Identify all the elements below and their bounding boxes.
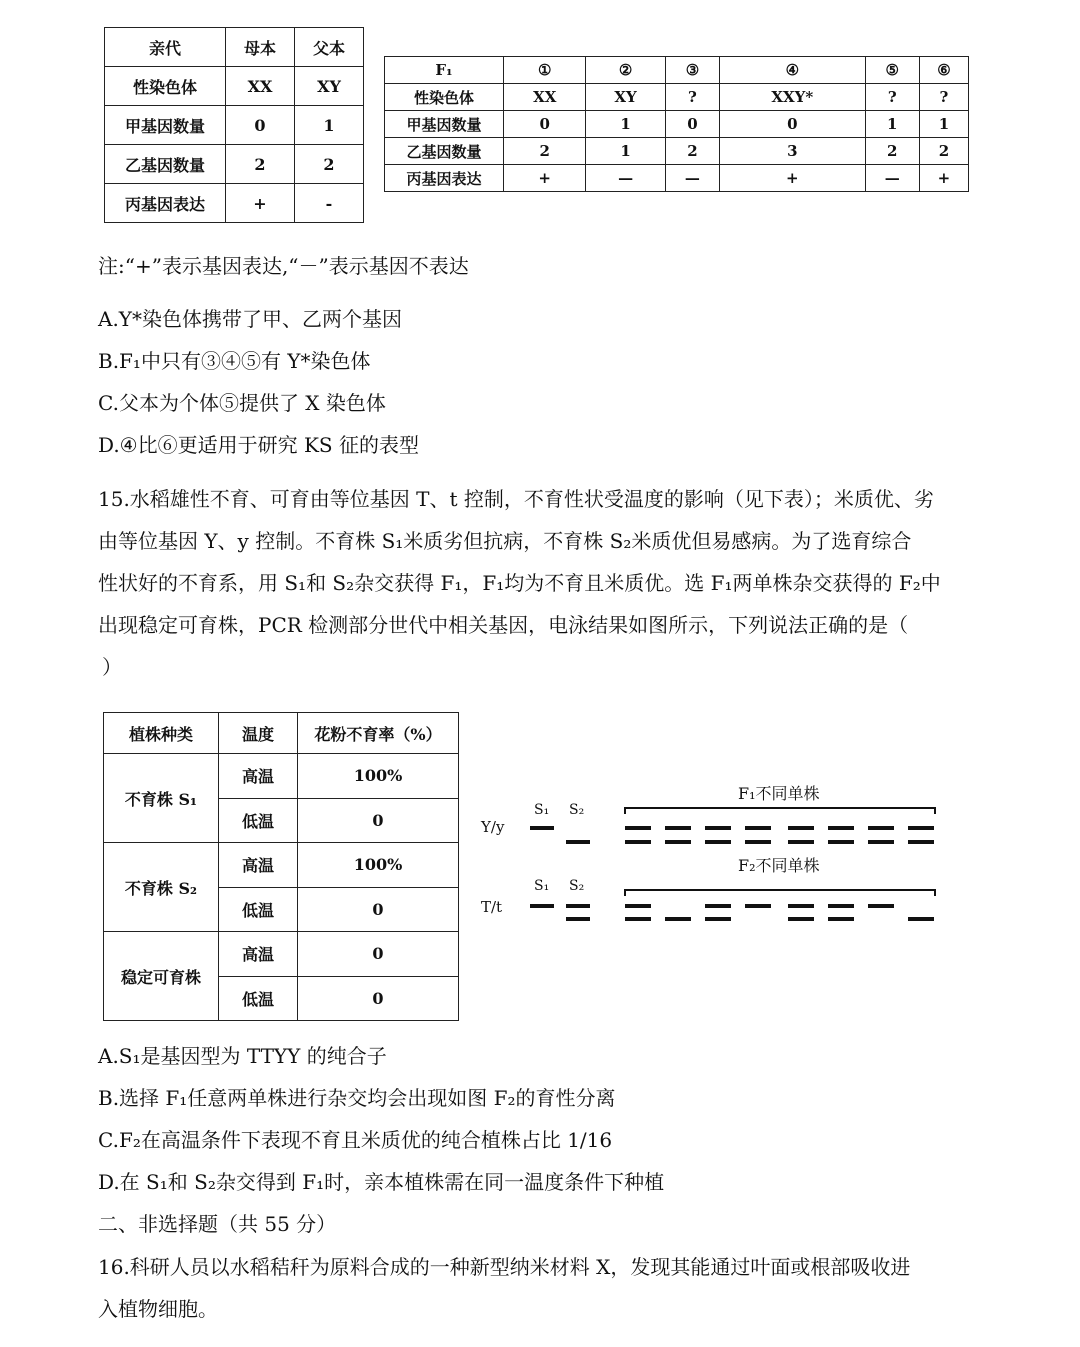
table-cell: 高温: [219, 754, 298, 799]
stem-line: ）: [102, 655, 122, 679]
table-cell: 乙基因数量: [105, 145, 226, 184]
band: [868, 840, 894, 844]
table-cell: 2: [504, 138, 586, 165]
table-cell: 低温: [219, 798, 298, 843]
table-cell: 甲基因数量: [385, 111, 504, 138]
table-cell: 0: [226, 106, 295, 145]
table-header: 母本: [226, 28, 295, 67]
parent-table: [104, 27, 364, 223]
table-header: 亲代: [105, 28, 226, 67]
table-cell: 1: [586, 138, 665, 165]
lane-s2-label: S₂: [569, 878, 585, 894]
lane-s1-label: S₁: [534, 802, 550, 818]
band: [665, 826, 691, 830]
table-cell: XX: [504, 84, 586, 111]
table-cell: 1: [295, 106, 364, 145]
band: [745, 840, 771, 844]
band: [788, 840, 814, 844]
lane-s2-label: S₂: [569, 802, 585, 818]
option-a: A.Y*染色体携带了甲、乙两个基因: [98, 307, 403, 331]
table-cell: 0: [665, 111, 719, 138]
band: [705, 917, 731, 921]
table-cell: 乙基因数量: [385, 138, 504, 165]
option-a: A.S₁是基因型为 TTYY 的纯合子: [98, 1044, 387, 1068]
table-header: ⑤: [865, 57, 919, 84]
band: [788, 904, 814, 908]
table-cell: +: [720, 165, 865, 192]
table-cell: —: [586, 165, 665, 192]
band: [530, 904, 554, 908]
table-header: ⑥: [919, 57, 968, 84]
band: [828, 826, 854, 830]
table-cell: 0: [504, 111, 586, 138]
table-cell: 丙基因表达: [105, 184, 226, 223]
question-16-line: 16.科研人员以水稻秸秆为原料合成的一种新型纳米材料 X，发现其能通过叶面或根部吸收进: [98, 1255, 911, 1279]
band: [625, 917, 651, 921]
table-header: 植株种类: [104, 713, 219, 754]
plant-type: 不育株 S₁: [104, 754, 219, 843]
band: [828, 840, 854, 844]
option-c: C.父本为个体⑤提供了 X 染色体: [98, 391, 386, 415]
table-row: [104, 932, 459, 977]
electrophoresis-figure: [470, 770, 950, 940]
gel-label-tt: T/t: [481, 898, 503, 916]
table-cell: 丙基因表达: [385, 165, 504, 192]
table-cell: 1: [586, 111, 665, 138]
f2-caption: F₂不同单株: [738, 856, 820, 875]
band: [625, 904, 651, 908]
band: [566, 840, 590, 844]
table-row: [104, 843, 459, 888]
table-cell: 100%: [298, 843, 459, 888]
band: [705, 904, 731, 908]
table-cell: ?: [919, 84, 968, 111]
table-cell: 2: [295, 145, 364, 184]
band: [745, 904, 771, 908]
band: [625, 840, 651, 844]
table-cell: -: [295, 184, 364, 223]
stem-line: 由等位基因 Y、y 控制。不育株 S₁米质劣但抗病，不育株 S₂米质优但易感病。为了选育综合: [98, 529, 912, 553]
table-header: ④: [720, 57, 865, 84]
table-cell: 0: [298, 887, 459, 932]
section-heading: 二、非选择题（共 55 分）: [98, 1212, 337, 1236]
table-cell: 0: [298, 976, 459, 1021]
band: [530, 826, 554, 830]
plant-type: 不育株 S₂: [104, 843, 219, 932]
table-note: 注:“+”表示基因表达,“－”表示基因不表达: [98, 254, 469, 278]
band: [868, 826, 894, 830]
table-cell: XXY*: [720, 84, 865, 111]
option-d: D.在 S₁和 S₂杂交得到 F₁时，亲本植株需在同一温度条件下种植: [98, 1170, 665, 1194]
table-cell: —: [865, 165, 919, 192]
band: [745, 826, 771, 830]
band: [705, 840, 731, 844]
table-cell: 100%: [298, 754, 459, 799]
stem-line: 性状好的不育系，用 S₁和 S₂杂交获得 F₁，F₁均为不育且米质优。选 F₁两单株杂交获得的 F₂中: [98, 571, 941, 595]
stem-line: 15.水稻雄性不育、可育由等位基因 T、t 控制，不育性状受温度的影响（见下表）；米质优、劣: [98, 487, 934, 511]
band: [788, 826, 814, 830]
table-cell: 低温: [219, 887, 298, 932]
option-c: C.F₂在高温条件下表现不育且米质优的纯合植株占比 1/16: [98, 1128, 613, 1152]
table-cell: XY: [586, 84, 665, 111]
band: [908, 917, 934, 921]
band: [868, 904, 894, 908]
table-cell: XY: [295, 67, 364, 106]
option-b: B.F₁中只有③④⑤有 Y*染色体: [98, 349, 371, 373]
band: [665, 917, 691, 921]
band: [788, 917, 814, 921]
table-cell: ?: [665, 84, 719, 111]
question-15-stem: [98, 478, 988, 688]
stem-line: 出现稳定可育株，PCR 检测部分世代中相关基因，电泳结果如图所示，下列说法正确的是（: [98, 613, 909, 637]
table-row: [385, 84, 969, 111]
table-row: [385, 138, 969, 165]
table-header: ③: [665, 57, 719, 84]
sterility-table: [103, 712, 459, 1021]
table-cell: +: [504, 165, 586, 192]
table-header: 温度: [219, 713, 298, 754]
f2-bracket: [625, 890, 935, 896]
table-header: 花粉不育率（%）: [298, 713, 459, 754]
table-cell: ?: [865, 84, 919, 111]
f1-caption: F₁不同单株: [738, 784, 820, 803]
option-b: B.选择 F₁任意两单株进行杂交均会出现如图 F₂的育性分离: [98, 1086, 616, 1110]
band: [566, 917, 590, 921]
table-cell: 甲基因数量: [105, 106, 226, 145]
table-cell: 2: [226, 145, 295, 184]
table-cell: 性染色体: [385, 84, 504, 111]
band: [625, 826, 651, 830]
table-header: ②: [586, 57, 665, 84]
table-row: [105, 184, 364, 223]
plant-type: 稳定可育株: [104, 932, 219, 1021]
table-cell: XX: [226, 67, 295, 106]
gel-label-yy: Y/y: [481, 818, 505, 836]
table-header: F₁: [385, 57, 504, 84]
table-cell: 高温: [219, 843, 298, 888]
table-cell: +: [226, 184, 295, 223]
table-row: [385, 111, 969, 138]
table-cell: 1: [865, 111, 919, 138]
table-row: [104, 754, 459, 799]
table-row: [104, 713, 459, 754]
table-row: [105, 28, 364, 67]
table-row: [105, 106, 364, 145]
f1-table: [384, 56, 969, 192]
table-header: ①: [504, 57, 586, 84]
band: [828, 917, 854, 921]
lane-s1-label: S₁: [534, 878, 550, 894]
table-cell: 2: [665, 138, 719, 165]
table-cell: 0: [298, 798, 459, 843]
table-cell: 1: [919, 111, 968, 138]
table-row: [385, 57, 969, 84]
band: [828, 904, 854, 908]
table-row: [105, 67, 364, 106]
f1-bracket: [625, 808, 935, 814]
table-cell: 高温: [219, 932, 298, 977]
table-cell: 0: [720, 111, 865, 138]
table-row: [105, 145, 364, 184]
table-cell: 0: [298, 932, 459, 977]
band: [908, 840, 934, 844]
f2-lanes: [625, 904, 934, 921]
band: [705, 826, 731, 830]
table-cell: 2: [919, 138, 968, 165]
table-cell: —: [665, 165, 719, 192]
f1-lanes: [625, 826, 934, 844]
table-header: 父本: [295, 28, 364, 67]
table-cell: 2: [865, 138, 919, 165]
band: [908, 826, 934, 830]
band: [566, 904, 590, 908]
option-d: D.④比⑥更适用于研究 KS 征的表型: [98, 433, 419, 457]
table-cell: +: [919, 165, 968, 192]
table-cell: 低温: [219, 976, 298, 1021]
question-16-line: 入植物细胞。: [98, 1297, 218, 1321]
band: [665, 840, 691, 844]
table-row: [385, 165, 969, 192]
table-cell: 性染色体: [105, 67, 226, 106]
table-cell: 3: [720, 138, 865, 165]
